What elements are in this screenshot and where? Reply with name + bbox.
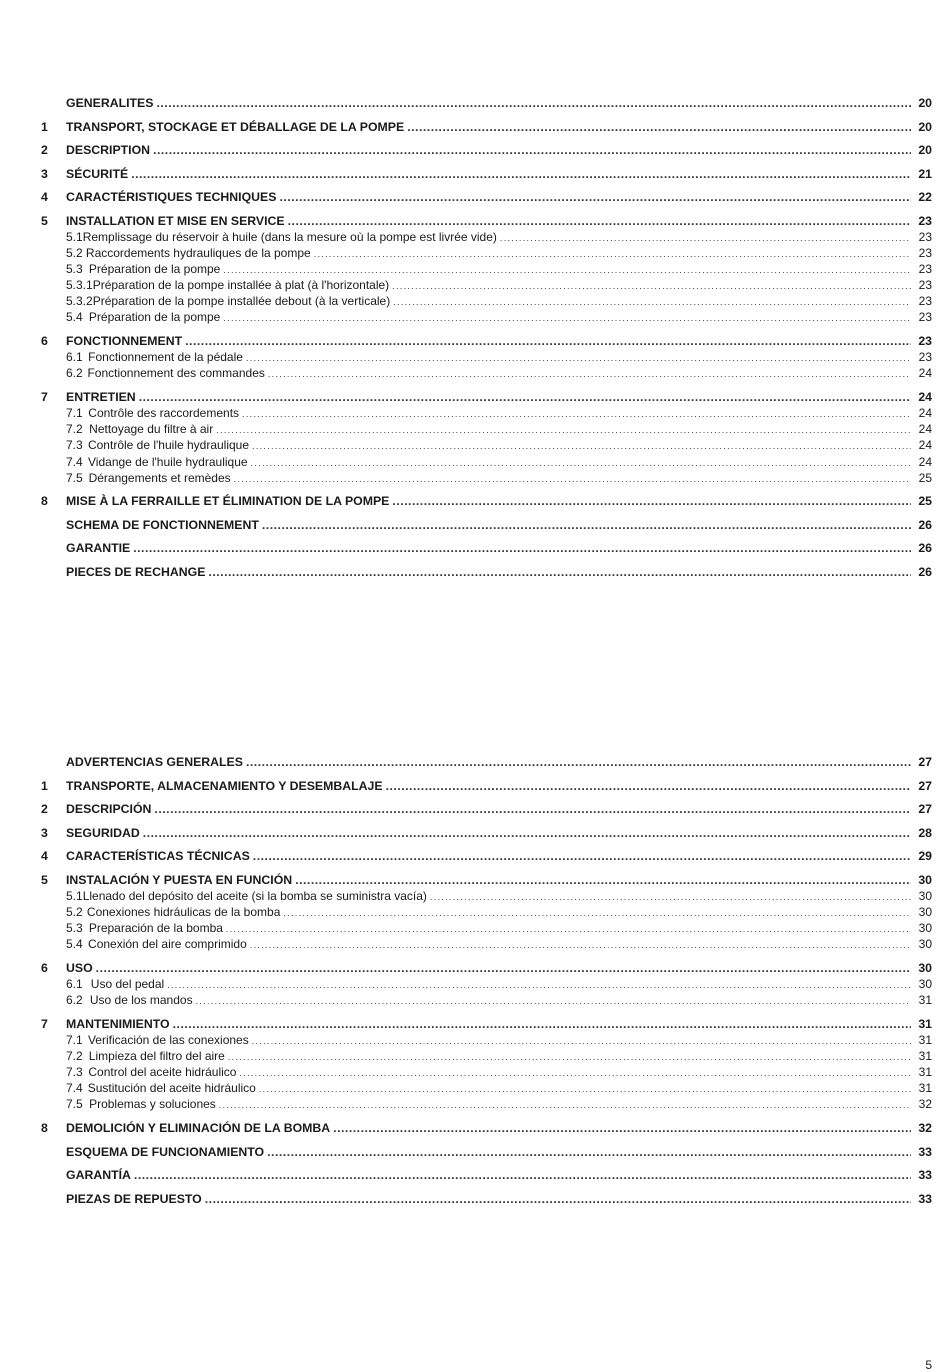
- toc-dot-leader: [295, 872, 911, 888]
- toc-entry-title: TRANSPORT, STOCKAGE ET DÉBALLAGE DE LA POMPE: [66, 119, 405, 134]
- toc-dot-leader: [196, 993, 911, 1008]
- toc-entry-page: 30: [918, 904, 932, 919]
- toc-dot-leader: [134, 1167, 911, 1183]
- toc-entry-page: 30: [918, 960, 932, 975]
- toc-dot-leader: [223, 262, 911, 277]
- toc-subsection-entry: [0, 421, 950, 437]
- toc-entry-title: INSTALACIÓN Y PUESTA EN FUNCIÓN: [66, 872, 293, 887]
- toc-dot-leader: [262, 517, 911, 533]
- toc-entry-number: 4: [41, 849, 48, 863]
- toc-subsection-entry: [0, 405, 950, 421]
- toc-dot-leader: [223, 310, 911, 325]
- toc-entry-title: USO: [66, 960, 93, 975]
- toc-entry-page: 27: [918, 755, 932, 769]
- toc-entry-title: SÉCURITÉ: [66, 166, 129, 181]
- toc-subsection-entry: [0, 437, 950, 453]
- toc-entry-title: Uso de los mandos: [89, 992, 193, 1007]
- toc-entry-number: 8: [41, 1121, 48, 1136]
- toc-entry-page: 31: [918, 1032, 932, 1047]
- toc-entry-page: 28: [918, 825, 932, 840]
- toc-subsection-entry: [0, 1032, 950, 1048]
- toc-entry-title: Préparation de la pompe: [88, 310, 221, 325]
- toc-dot-leader: [167, 977, 911, 992]
- toc-entry-page: 21: [918, 166, 932, 181]
- toc-entry-page: 24: [918, 366, 932, 381]
- toc-entry-number: 7: [41, 1016, 48, 1031]
- toc-entry-number: 7.1: [66, 1032, 83, 1047]
- toc-entry-title: Sustitución del aceite hidráulico: [87, 1081, 256, 1096]
- toc-dot-leader: [234, 471, 911, 486]
- toc-entry-number: 7.5: [66, 1097, 83, 1112]
- toc-entry-number: 6: [41, 960, 48, 975]
- toc-section-entry: [0, 95, 950, 111]
- toc-entry-number: 2: [41, 143, 48, 157]
- toc-dot-leader: [246, 754, 911, 770]
- toc-entry-number: 5.1: [66, 229, 83, 244]
- toc-subsection-entry: [0, 888, 950, 904]
- toc-entry-number: 6.2: [66, 366, 83, 381]
- toc-entry-title: Problemas y soluciones: [89, 1097, 216, 1112]
- toc-section-entry: [0, 119, 950, 135]
- toc-subsection-entry: [0, 936, 950, 952]
- toc-dot-leader: [173, 1016, 911, 1032]
- toc-entry-title: ADVERTENCIAS GENERALES: [66, 755, 243, 769]
- toc-entry-page: 23: [918, 245, 932, 260]
- toc-entry-page: 26: [918, 564, 932, 579]
- toc-subsection-entry: [0, 349, 950, 365]
- toc-dot-leader: [228, 1049, 911, 1064]
- toc-dot-leader: [392, 493, 911, 509]
- toc-section-entry: [0, 960, 950, 976]
- toc-entry-number: 1: [41, 778, 48, 793]
- toc-entry-page: 23: [918, 334, 932, 349]
- toc-dot-leader: [242, 406, 911, 421]
- toc-subsection-entry: [0, 365, 950, 381]
- toc-entry-number: 7.2: [66, 422, 83, 437]
- toc-dot-leader: [392, 278, 911, 293]
- toc-section-entry: [0, 493, 950, 509]
- toc-entry-title: Préparation de la pompe installée à plat (à l'horizontale): [92, 278, 390, 293]
- toc-entry-page: 23: [918, 294, 932, 309]
- toc-entry-number: 7: [41, 390, 48, 404]
- toc-entry-title: Llenado del depósito del aceite (si la bomba se suministra vacía): [82, 888, 427, 903]
- toc-entry-page: 23: [918, 310, 932, 325]
- toc-entry-number: 5.3.2: [66, 294, 93, 309]
- toc-entry-page: 24: [918, 422, 932, 437]
- toc-entry-number: 7.2: [66, 1048, 83, 1063]
- toc-entry-page: 24: [918, 390, 932, 404]
- toc-entry-page: 31: [918, 1016, 932, 1031]
- toc-entry-number: 6.1: [66, 976, 83, 991]
- toc-section-entry: [0, 754, 950, 770]
- toc-dot-leader: [250, 937, 911, 952]
- toc-entry-title: Contrôle des raccordements: [88, 406, 240, 420]
- toc-dot-leader: [500, 230, 911, 245]
- toc-section-entry: [0, 801, 950, 817]
- toc-entry-number: 5.3.1: [66, 278, 93, 293]
- toc-subsection-entry: [0, 976, 950, 992]
- toc-dot-leader: [267, 1144, 911, 1160]
- toc-entry-page: 30: [918, 872, 932, 887]
- toc-entry-page: 27: [918, 778, 932, 793]
- toc-dot-leader: [131, 166, 911, 182]
- toc-entry-page: 32: [918, 1097, 932, 1112]
- toc-entry-page: 31: [918, 1048, 932, 1063]
- toc-entry-number: 6.2: [66, 992, 83, 1007]
- toc-entry-page: 24: [918, 454, 932, 469]
- toc-entry-page: 30: [918, 976, 932, 991]
- toc-dot-leader: [268, 366, 911, 381]
- toc-entry-number: 5.2: [66, 245, 83, 260]
- toc-entry-title: Fonctionnement des commandes: [87, 366, 265, 381]
- toc-subsection-entry: [0, 1096, 950, 1112]
- toc-entry-title: MANTENIMIENTO: [66, 1016, 170, 1031]
- toc-entry-title: PIEZAS DE REPUESTO: [66, 1191, 202, 1206]
- page-number: 5: [925, 1358, 932, 1372]
- toc-dot-leader: [96, 960, 911, 976]
- toc-section-entry: [0, 540, 950, 556]
- toc-entry-title: TRANSPORTE, ALMACENAMIENTO Y DESEMBALAJE: [66, 778, 383, 793]
- toc-subsection-entry: [0, 904, 950, 920]
- toc-entry-number: 2: [41, 802, 48, 816]
- toc-entry-page: 32: [918, 1121, 932, 1136]
- toc-entry-title: Dérangements et remèdes: [88, 470, 231, 485]
- toc-section-entry: [0, 1120, 950, 1136]
- toc-entry-title: CARACTÉRISTIQUES TECHNIQUES: [66, 190, 277, 204]
- toc-entry-number: 7.3: [66, 438, 83, 453]
- toc-entry-page: 30: [918, 888, 932, 903]
- toc-entry-title: Contrôle de l'huile hydraulique: [87, 438, 250, 453]
- toc-entry-page: 23: [918, 350, 932, 365]
- toc-dot-leader: [208, 564, 911, 580]
- toc-subsection-entry: [0, 245, 950, 261]
- toc-entry-title: DESCRIPTION: [66, 143, 151, 157]
- toc-dot-leader: [279, 189, 911, 205]
- toc-entry-page: 26: [918, 541, 932, 556]
- toc-entry-title: INSTALLATION ET MISE EN SERVICE: [66, 213, 285, 228]
- toc-dot-leader: [216, 422, 911, 437]
- toc-entry-number: 5.3: [66, 920, 83, 935]
- toc-section-entry: [0, 1016, 950, 1032]
- toc-dot-leader: [393, 294, 911, 309]
- toc-dot-leader: [143, 825, 911, 841]
- toc-dot-leader: [283, 905, 911, 920]
- toc-entry-title: Vidange de l'huile hydraulique: [88, 454, 248, 469]
- toc-section-entry: [0, 564, 950, 580]
- toc-subsection-entry: [0, 1064, 950, 1080]
- toc-entry-page: 20: [918, 96, 932, 110]
- toc-dot-leader: [430, 889, 911, 904]
- toc-entry-title: Limpieza del filtro del aire: [88, 1048, 225, 1063]
- toc-entry-title: Raccordements hydrauliques de la pompe: [85, 245, 311, 260]
- toc-dot-leader: [259, 1081, 911, 1096]
- toc-entry-page: 26: [918, 517, 932, 532]
- toc-subsection-entry: [0, 293, 950, 309]
- toc-entry-number: 7.4: [66, 1081, 83, 1096]
- toc-subsection-entry: [0, 309, 950, 325]
- toc-entry-page: 30: [918, 937, 932, 952]
- toc-section-entry: [0, 166, 950, 182]
- toc-dot-leader: [185, 333, 911, 349]
- toc-subsection-entry: [0, 920, 950, 936]
- toc-entry-title: SCHEMA DE FONCTIONNEMENT: [66, 517, 259, 532]
- toc-subsection-entry: [0, 229, 950, 245]
- toc-subsection-entry: [0, 1048, 950, 1064]
- toc-entry-title: DEMOLICIÓN Y ELIMINACIÓN DE LA BOMBA: [66, 1121, 331, 1136]
- toc-section-entry: [0, 1144, 950, 1160]
- toc-section-entry: [0, 189, 950, 205]
- toc-dot-leader: [288, 213, 911, 229]
- toc-entry-page: 20: [918, 119, 932, 134]
- toc-entry-number: 5.1: [66, 888, 83, 903]
- toc-dot-leader: [333, 1120, 911, 1136]
- toc-section-entry: [0, 778, 950, 794]
- toc-dot-leader: [139, 389, 911, 405]
- toc-entry-title: Préparation de la pompe: [88, 261, 221, 276]
- toc-dot-leader: [407, 119, 911, 135]
- toc-entry-title: GARANTÍA: [66, 1168, 131, 1183]
- toc-section-entry: [0, 213, 950, 229]
- toc-entry-number: 5: [41, 872, 48, 887]
- toc-entry-page: 30: [918, 920, 932, 935]
- toc-entry-number: 7.1: [66, 406, 83, 420]
- toc-entry-page: 31: [918, 992, 932, 1007]
- toc-subsection-entry: [0, 470, 950, 486]
- toc-entry-number: 3: [41, 166, 48, 181]
- toc-entry-title: FONCTIONNEMENT: [66, 334, 183, 349]
- toc-section-entry: [0, 389, 950, 405]
- toc-entry-page: 23: [918, 278, 932, 293]
- toc-subsection-entry: [0, 277, 950, 293]
- toc-subsection-entry: [0, 992, 950, 1008]
- toc-entry-title: DESCRIPCIÓN: [66, 802, 152, 816]
- toc-entry-number: 3: [41, 825, 48, 840]
- toc-entry-number: 5.4: [66, 937, 83, 952]
- toc-dot-leader: [156, 95, 911, 111]
- toc-entry-page: 22: [918, 190, 932, 204]
- toc-entry-title: Control del aceite hidráulico: [88, 1065, 237, 1079]
- toc-entry-number: 5.4: [66, 310, 83, 325]
- toc-section-entry: [0, 872, 950, 888]
- toc-dot-leader: [314, 246, 911, 261]
- toc-entry-title: Preparación de la bomba: [88, 920, 223, 935]
- toc-dot-leader: [239, 1065, 911, 1080]
- toc-entry-number: 7.5: [66, 470, 83, 485]
- toc-dot-leader: [133, 540, 911, 556]
- toc-entry-number: 5.3: [66, 261, 83, 276]
- toc-entry-title: Fonctionnement de la pédale: [88, 350, 243, 365]
- toc-dot-leader: [386, 778, 911, 794]
- toc-entry-title: MISE À LA FERRAILLE ET ÉLIMINATION DE LA POMPE: [66, 494, 390, 509]
- toc-entry-title: GARANTIE: [66, 541, 131, 556]
- toc-entry-title: Uso del pedal: [90, 976, 165, 991]
- toc-section-entry: [0, 825, 950, 841]
- toc-entry-title: Préparation de la pompe installée debout (à la verticale): [92, 294, 391, 309]
- toc-dot-leader: [205, 1191, 911, 1207]
- toc-entry-page: 24: [918, 438, 932, 453]
- toc-french: [0, 95, 950, 580]
- toc-entry-page: 33: [918, 1191, 932, 1206]
- toc-entry-number: 1: [41, 119, 48, 134]
- toc-subsection-entry: [0, 261, 950, 277]
- toc-entry-page: 33: [918, 1144, 932, 1159]
- toc-entry-page: 31: [918, 1065, 932, 1079]
- toc-dot-leader: [253, 848, 911, 864]
- toc-entry-title: ENTRETIEN: [66, 390, 136, 404]
- toc-entry-title: CARACTERÍSTICAS TÉCNICAS: [66, 849, 250, 863]
- toc-dot-leader: [154, 801, 911, 817]
- toc-section-entry: [0, 517, 950, 533]
- toc-entry-title: PIECES DE RECHANGE: [66, 564, 206, 579]
- toc-subsection-entry: [0, 1080, 950, 1096]
- toc-dot-leader: [246, 350, 911, 365]
- toc-section-entry: [0, 1191, 950, 1207]
- toc-entry-page: 23: [918, 229, 932, 244]
- toc-entry-title: Conexión del aire comprimido: [88, 937, 247, 952]
- toc-entry-number: 5.2: [66, 904, 83, 919]
- toc-section-entry: [0, 142, 950, 158]
- toc-subsection-entry: [0, 454, 950, 470]
- toc-entry-title: Conexiones hidráulicas de la bomba: [86, 904, 281, 919]
- toc-entry-page: 25: [918, 494, 932, 509]
- toc-section-entry: [0, 333, 950, 349]
- toc-dot-leader: [252, 1033, 911, 1048]
- toc-entry-page: 24: [918, 406, 932, 420]
- toc-entry-page: 33: [918, 1168, 932, 1183]
- toc-entry-page: 31: [918, 1081, 932, 1096]
- toc-dot-leader: [226, 921, 911, 936]
- toc-entry-number: 6.1: [66, 350, 83, 365]
- toc-entry-title: Nettoyage du filtre à air: [89, 422, 214, 437]
- toc-dot-leader: [153, 142, 911, 158]
- toc-entry-title: ESQUEMA DE FUNCIONAMIENTO: [66, 1144, 265, 1159]
- toc-entry-number: 7.3: [66, 1065, 83, 1079]
- toc-entry-page: 23: [918, 261, 932, 276]
- toc-entry-title: GENERALITES: [66, 96, 154, 110]
- toc-section-entry: [0, 1167, 950, 1183]
- toc-dot-leader: [219, 1097, 911, 1112]
- toc-entry-page: 29: [918, 849, 932, 863]
- toc-entry-page: 27: [918, 802, 932, 816]
- toc-entry-title: SEGURIDAD: [66, 825, 140, 840]
- toc-entry-number: 8: [41, 494, 48, 509]
- toc-entry-page: 23: [918, 213, 932, 228]
- toc-spanish: [0, 754, 950, 1207]
- toc-dot-leader: [251, 455, 911, 470]
- toc-dot-leader: [252, 438, 911, 453]
- toc-entry-number: 4: [41, 190, 48, 204]
- toc-section-entry: [0, 848, 950, 864]
- toc-entry-title: Verificación de las conexiones: [87, 1032, 249, 1047]
- toc-entry-page: 20: [918, 143, 932, 157]
- toc-entry-number: 6: [41, 334, 48, 349]
- toc-entry-number: 7.4: [66, 454, 83, 469]
- toc-entry-title: Remplissage du réservoir à huile (dans la mesure où la pompe est livrée vide): [82, 229, 497, 244]
- toc-entry-number: 5: [41, 213, 48, 228]
- toc-entry-page: 25: [918, 470, 932, 485]
